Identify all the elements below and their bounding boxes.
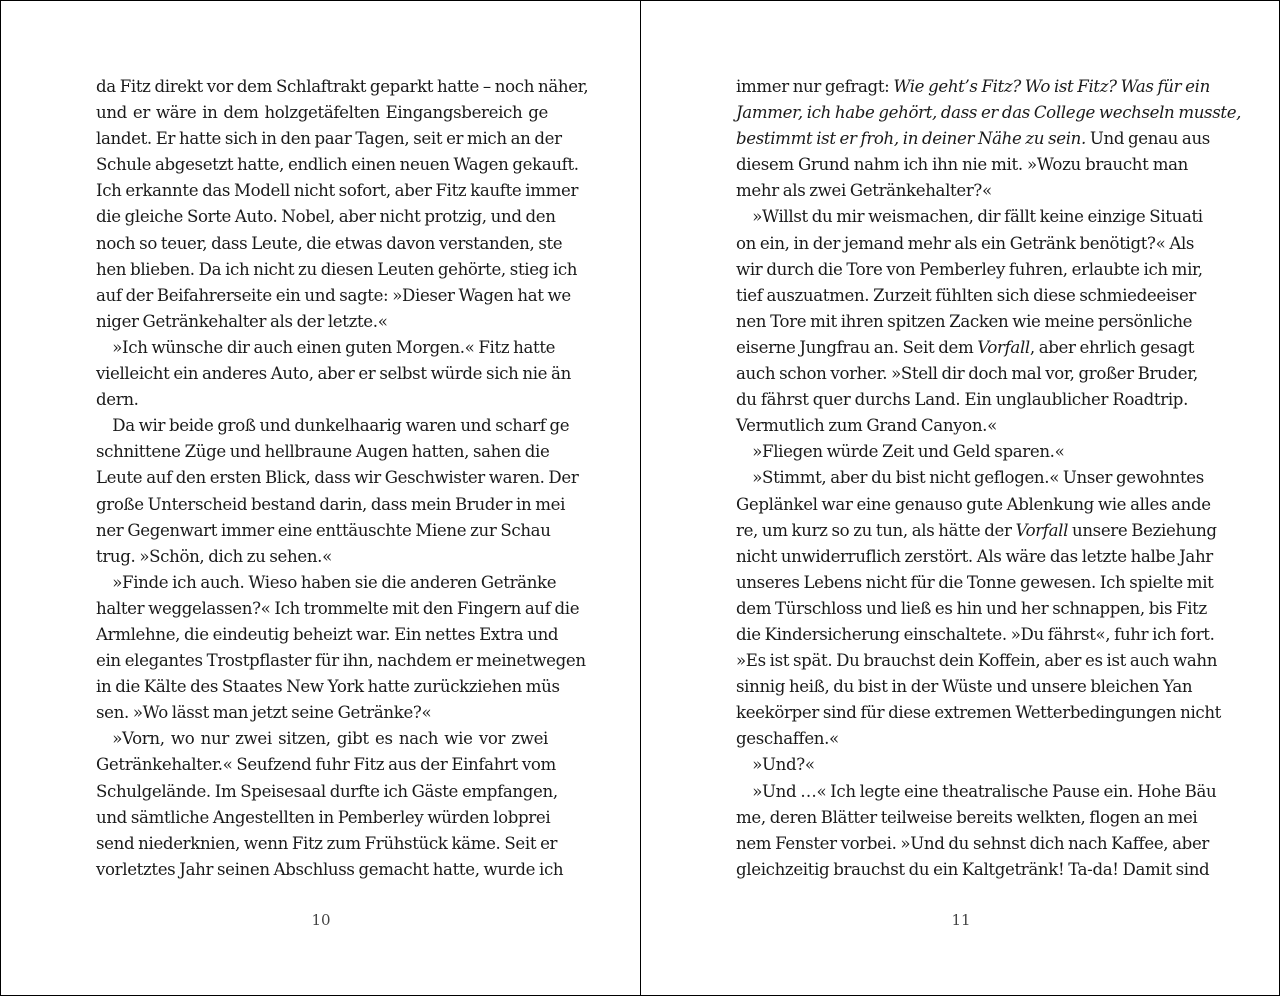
text-line: in die Kälte des Staates New York hatte zurückziehen müs	[96, 677, 560, 697]
text-line: die gleiche Sorte Auto. Nobel, aber nicht protzig, und den	[96, 207, 556, 227]
text-line: diesem Grund nahm ich ihn nie mit. »Wozu braucht man	[736, 155, 1188, 175]
text-line: gleichzeitig brauchst du ein Kaltgetränk! Ta-da! Damit sind	[736, 859, 1210, 879]
text-line: du fährst quer durchs Land. Ein unglaublicher Roadtrip.	[736, 390, 1188, 410]
text-line: Schule abgesetzt hatte, endlich einen neuen Wagen gekauft.	[96, 155, 579, 175]
text-line: Jammer, ich habe gehört, dass er das College wechseln musste,	[736, 103, 1242, 123]
text-line: »Stimmt, aber du bist nicht geflogen.« Unser gewohntes	[736, 468, 1204, 488]
text-line: Da wir beide groß und dunkelhaarig waren und scharf ge	[96, 416, 570, 436]
text-line: me, deren Blätter teilweise bereits welkten, flogen an mei	[736, 807, 1198, 827]
text-line: re, um kurz so zu tun, als hätte der Vorfall unsere Beziehung	[736, 520, 1217, 540]
text-line: »Und …« Ich legte eine theatralische Pause ein. Hohe Bäu	[736, 781, 1217, 801]
text-line: »Finde ich auch. Wieso haben sie die anderen Getränke	[96, 572, 557, 592]
text-line: dem Türschloss und ließ es hin und her schnappen, bis Fitz	[736, 598, 1207, 618]
text-line: unseres Lebens nicht für die Tonne gewesen. Ich spielte mit	[736, 572, 1214, 592]
text-line: vorletztes Jahr seinen Abschluss gemacht hatte, wurde ich	[96, 859, 564, 879]
text-line: sen. »Wo lässt man jetzt seine Getränke?«	[96, 703, 432, 723]
text-line: Leute auf den ersten Blick, dass wir Geschwister waren. Der	[96, 468, 579, 488]
text-line: »Fliegen würde Zeit und Geld sparen.«	[736, 442, 1065, 462]
text-line: nen Tore mit ihren spitzen Zacken wie meine persönliche	[736, 311, 1193, 331]
page-gutter-divider	[640, 1, 641, 995]
text-line: landet. Er hatte sich in den paar Tagen, seit er mich an der	[96, 129, 562, 149]
text-line: schnittene Züge und hellbraune Augen hatten, sahen die	[96, 442, 550, 462]
text-line: da Fitz direkt vor dem Schlaftrakt geparkt hatte – noch näher,	[96, 77, 589, 96]
text-line: immer nur gefragt: Wie geht’s Fitz? Wo ist Fitz? Was für ein	[736, 77, 1210, 96]
text-line: »Und?«	[736, 755, 815, 775]
text-line: halter weggelassen?« Ich trommelte mit den Fingern auf die	[96, 598, 580, 618]
text-line: und er wäre in dem holzgetäfelten Eingangsbereich ge	[96, 103, 548, 123]
text-line: auch schon vorher. »Stell dir doch mal vor, großer Bruder,	[736, 364, 1198, 384]
text-line: hen blieben. Da ich nicht zu diesen Leuten gehörte, stieg ich	[96, 259, 578, 279]
text-line: nicht unwiderruflich zerstört. Als wäre das letzte halbe Jahr	[736, 546, 1213, 566]
text-line: on ein, in der jemand mehr als ein Getränk benötigt?« Als	[736, 233, 1195, 253]
text-line: dern.	[96, 390, 139, 410]
right-page	[736, 74, 1242, 883]
text-line: vielleicht ein anderes Auto, aber er selbst würde sich nie än	[96, 364, 571, 384]
text-line: Armlehne, die eindeutig beheizt war. Ein nettes Extra und	[96, 624, 559, 644]
text-line: auf der Beifahrerseite ein und sagte: »Dieser Wagen hat we	[96, 285, 571, 305]
right-page-text	[736, 74, 1242, 883]
text-line: bestimmt ist er froh, in deiner Nähe zu sein. Und genau aus	[736, 129, 1210, 149]
text-line: noch so teuer, dass Leute, die etwas davon verstanden, ste	[96, 233, 563, 253]
text-line: Ich erkannte das Modell nicht sofort, aber Fitz kaufte immer	[96, 181, 579, 201]
text-line: die Kindersicherung einschaltete. »Du fährst«, fuhr ich fort.	[736, 624, 1215, 644]
text-line: »Ich wünsche dir auch einen guten Morgen.« Fitz hatte	[96, 337, 556, 357]
text-line: Geplänkel war eine genauso gute Ablenkung wie alles ande	[736, 494, 1211, 514]
text-line: send niederknien, wenn Fitz zum Frühstück käme. Seit er	[96, 833, 558, 853]
text-line: große Unterscheid bestand darin, dass mein Bruder in mei	[96, 494, 566, 514]
text-line: eiserne Jungfrau an. Seit dem Vorfall, aber ehrlich gesagt	[736, 337, 1195, 357]
text-line: mehr als zwei Getränkehalter?«	[736, 181, 992, 201]
text-line: und sämtliche Angestellten in Pemberley würden lobprei	[96, 807, 551, 827]
text-line: ein elegantes Trostpflaster für ihn, nachdem er meinetwegen	[96, 651, 586, 671]
text-line: Schulgelände. Im Speisesaal durfte ich Gäste empfangen,	[96, 781, 558, 801]
text-line: sinnig heiß, du bist in der Wüste und unsere bleichen Yan	[736, 677, 1193, 697]
text-line: geschaffen.«	[736, 729, 839, 749]
text-line: keekörper sind für diese extremen Wetterbedingungen nicht	[736, 703, 1222, 723]
left-page	[96, 74, 589, 883]
text-line: niger Getränkehalter als der letzte.«	[96, 311, 388, 331]
text-line: »Vorn, wo nur zwei sitzen, gibt es nach wie vor zwei	[96, 729, 548, 749]
text-line: »Willst du mir weismachen, dir fällt keine einzige Situati	[736, 207, 1203, 227]
text-line: Getränkehalter.« Seufzend fuhr Fitz aus der Einfahrt vom	[96, 755, 556, 775]
left-page-text	[96, 74, 589, 883]
right-page-number: 11	[951, 911, 971, 929]
text-line: wir durch die Tore von Pemberley fuhren, erlaubte ich mir,	[736, 259, 1203, 279]
text-line: »Es ist spät. Du brauchst dein Koffein, aber es ist auch wahn	[736, 651, 1218, 671]
text-line: tief auszuatmen. Zurzeit fühlten sich diese schmiedeeiser	[736, 285, 1197, 305]
text-line: ner Gegenwart immer eine enttäuschte Miene zur Schau	[96, 520, 551, 540]
text-line: nem Fenster vorbei. »Und du sehnst dich nach Kaffee, aber	[736, 833, 1210, 853]
text-line: trug. »Schön, dich zu sehen.«	[96, 546, 332, 566]
text-line: Vermutlich zum Grand Canyon.«	[736, 416, 997, 436]
left-page-number: 10	[311, 911, 331, 929]
